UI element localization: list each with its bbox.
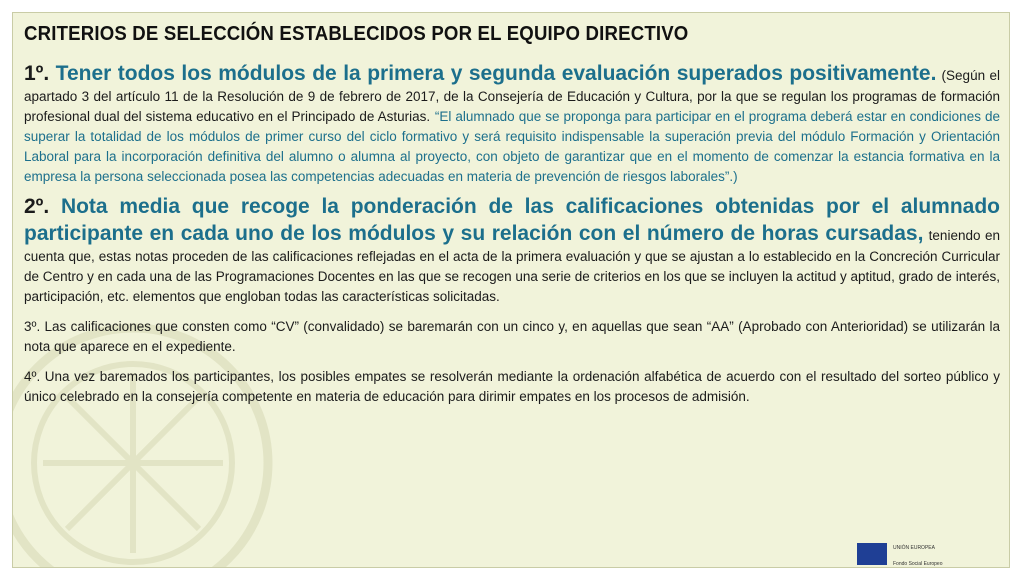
- criterion-3: 3º. Las calificaciones que consten como “CV” (convalidado) se baremarán con un cinco y, en aquellas que sean “AA” (Aprobado con Anterioridad) se utilizarán la nota que aparece en el expediente.: [24, 319, 1000, 354]
- criterion-2: [24, 193, 1000, 307]
- slide-title: CRITERIOS DE SELECCIÓN ESTABLECIDOS POR EL EQUIPO DIRECTIVO: [24, 23, 689, 45]
- criterion-2-heading: Nota media que recoge la ponderación de las calificaciones obtenidas por el alumnado participante en cada uno de los módulos y su relación con el número de horas cursadas,: [24, 195, 1000, 245]
- criterion-1-quote: “El alumnado que se proponga para participar en el programa deberá estar en condiciones de superar la totalidad de los módulos de primer curso del ciclo formativo y será requisito indispensable la superación previa del módulo Formación y Orientación Laboral para la incorporación definitiva del alumno o alumna al proyecto, con objeto de garantizar que en el momento de comenzar la estancia formativa en la empresa la persona seleccionada posea las competencias adecuadas en materia de prevención de riesgos laborales”.): [24, 109, 1000, 184]
- criterion-1-note: (Según el apartado 3 del artículo 11 de la Resolución de 9 de febrero de 2017, de la Consejería de Educación y Cultura, por la que se regulan los programas de formación profesional dual del sistema educativo en el Principado de Asturias.: [24, 68, 1000, 124]
- criterion-2-body: teniendo en cuenta que, estas notas proceden de las calificaciones reflejadas en el acta de la primera evaluación y que se ajustan a lo establecido en la Concreción Curricular de Centro y en cada una de las Programaciones Docentes en las que se recogen una serie de criterios en los que se incluyen la actitud y aptitud, grado de interés, participación, etc. elementos que engloban todas las características solicitadas.: [24, 228, 1000, 304]
- criterion-1-heading: Tener todos los módulos de la primera y segunda evaluación superados positivamente.: [55, 62, 937, 85]
- criterion-2-number: 2º.: [24, 195, 50, 218]
- criterion-4: 4º. Una vez baremados los participantes, los posibles empates se resolverán mediante la ordenación alfabética de acuerdo con el resultado del sorteo público y único celebrado en la consejería competente en materia de educación para dirimir empates en los procesos de admisión.: [24, 369, 1000, 404]
- fse-label: Fondo Social Europeo: [893, 561, 943, 567]
- criterion-1-number: 1º.: [24, 62, 50, 85]
- eu-flag-icon: [857, 543, 887, 565]
- slide-content: [24, 23, 1000, 413]
- criterion-1: [24, 60, 1000, 187]
- slide-frame: [12, 12, 1010, 568]
- eu-label: UNIÓN EUROPEA: [893, 545, 935, 551]
